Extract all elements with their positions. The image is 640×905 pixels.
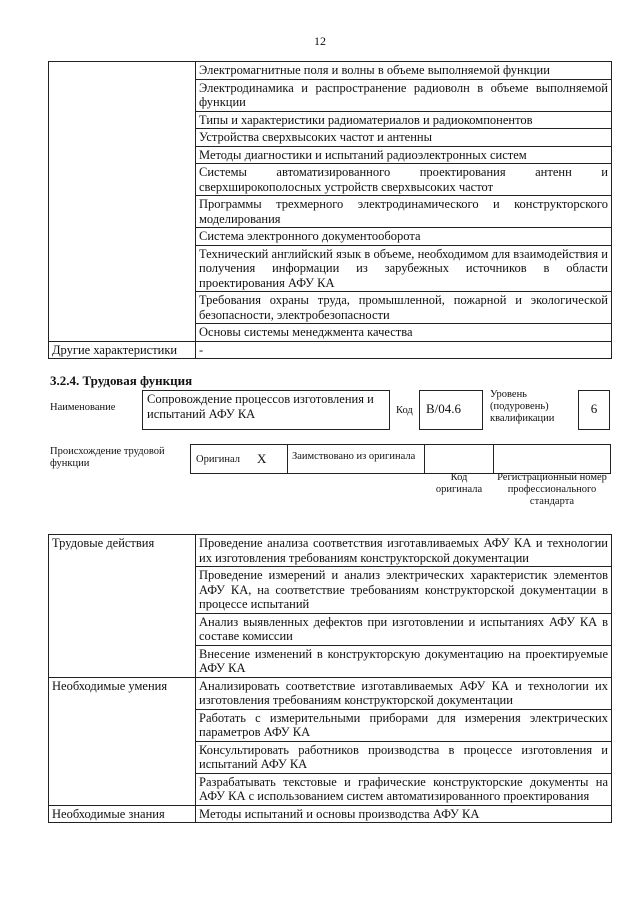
knowledge-item: Методы диагностики и испытаний радиоэлектронных систем [196,146,612,164]
knowledge-label-cell [49,62,196,342]
knowledge-table-continued [48,61,612,359]
name-label: Наименование [50,402,116,413]
reg-number-cell [493,444,611,474]
knowledge-item: Программы трехмерного электродинамического и конструкторского моделирования [196,196,612,228]
knowledge-item: Устройства сверхвысоких частот и антенны [196,129,612,147]
knowledge-item: Типы и характеристики радиоматериалов и радиокомпонентов [196,111,612,129]
knowledge-item: Электромагнитные поля и волны в объеме выполняемой функции [196,62,612,80]
table-row [49,341,612,359]
table-row [49,535,612,567]
knowledge-item: Требования охраны труда, промышленной, пожарной и экологической безопасности, электробезопасности [196,292,612,324]
labor-function-table [48,534,612,823]
original-label: Оригинал [196,454,240,465]
skill-item: Анализировать соответствие изготавливаемых АФУ КА и технологии их изготовления требованиям конструкторской документации [196,677,612,709]
level-value: 6 [590,401,598,416]
origin-code-cell [424,444,494,474]
function-name-value: Сопровождение процессов изготовления и испытаний АФУ КА [147,392,374,421]
borrowed-label: Заимствовано из оригинала [292,451,416,462]
actions-label: Трудовые действия [49,535,196,678]
code-value: B/04.6 [426,401,462,416]
code-box [419,390,483,430]
skill-item: Консультировать работников производства в процессе изготовления и испытаний АФУ КА [196,741,612,773]
knowledge-item: Электродинамика и распространение радиоволн в объеме выполняемой функции [196,79,612,111]
knowledge-item: Методы испытаний и основы производства АФУ КА [196,805,612,823]
skill-item: Работать с измерительными приборами для измерения электрических параметров АФУ КА [196,709,612,741]
page-number: 12 [314,34,326,48]
borrowed-cell [287,444,425,474]
knowledge-item: Основы системы менеджмента качества [196,324,612,342]
knowledge-item: Технический английский язык в объеме, необходимом для взаимодействия и получения информации из зарубежных источников в области проектирования АФУ КА [196,245,612,292]
action-item: Проведение измерений и анализ электрических характеристик элементов АФУ КА, на соответствие требованиям конструкторской документации в процессе испытаний [196,567,612,614]
action-item: Внесение изменений в конструкторскую документацию на проектируемые АФУ КА [196,645,612,677]
original-cell [190,444,288,474]
code-label: Код [396,405,413,416]
knowledge-item: Системы автоматизированного проектирования антенн и сверхширокополосных устройств сверхвысоких частот [196,164,612,196]
origin-code-label: Код оригинала [435,472,483,495]
skills-label: Необходимые умения [49,677,196,805]
reg-number-label: Регистрационный номер профессионального стандарта [497,472,607,507]
origin-label: Происхождение трудовой функции [50,446,165,469]
knowledge-label: Необходимые знания [49,805,196,823]
knowledge-item: Система электронного документооборота [196,228,612,246]
other-characteristics-label: Другие характеристики [49,341,196,359]
table-row [49,677,612,709]
table-row [49,805,612,823]
level-label: Уровень (подуровень) квалификации [490,389,555,424]
other-characteristics-value: - [196,341,612,359]
original-mark: X [257,451,267,466]
level-box [578,390,610,430]
section-title: 3.2.4. Трудовая функция [50,373,193,388]
action-item: Проведение анализа соответствия изготавливаемых АФУ КА и технологии их изготовления требованиям конструкторской документации [196,535,612,567]
skill-item: Разрабатывать текстовые и графические конструкторские документы на АФУ КА с использованием систем автоматизированного проектирования [196,773,612,805]
action-item: Анализ выявленных дефектов при изготовлении и испытаниях АФУ КА в составе комиссии [196,613,612,645]
function-name-box [142,390,390,430]
table-row [49,62,612,80]
